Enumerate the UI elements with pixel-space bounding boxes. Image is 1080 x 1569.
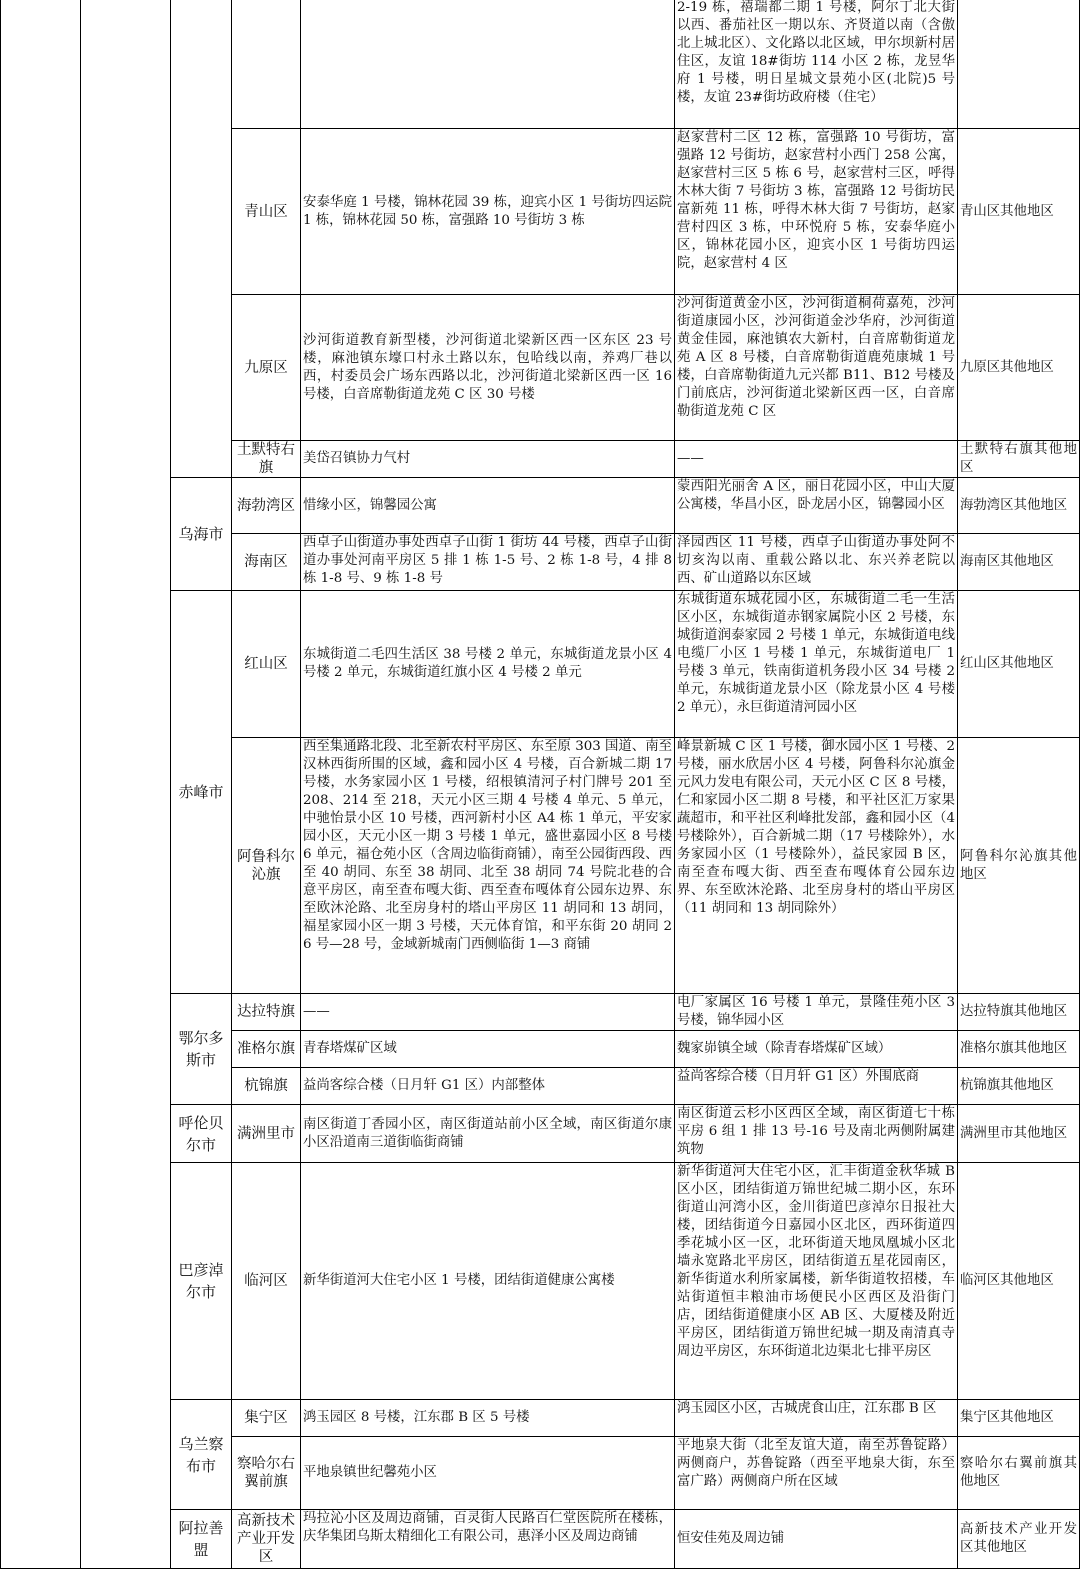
low-risk-cell	[957, 1030, 1080, 1068]
medium-risk-cell: 益尚客综合楼（日月轩 G1 区）外围底商	[674, 1067, 958, 1105]
low-risk-text: 临河区其他地区	[960, 1273, 1054, 1288]
low-risk-text: 察哈尔右翼前旗其他地区	[960, 1456, 1077, 1489]
medium-risk-cell: 泽园西区 11 号楼，西卓子山街道办事处阿不切亥沟以南、重载公路以北、东兴养老院以西、矿山道路以东区域	[674, 533, 958, 591]
city-cell: 阿拉善盟	[170, 1509, 232, 1569]
district-cell: 海南区	[231, 533, 301, 591]
low-risk-text: 土默特右旗其他地区	[960, 442, 1077, 475]
medium-risk-text: ——	[677, 451, 704, 466]
district-cell: 满洲里市	[231, 1104, 301, 1163]
district-cell: 集宁区	[231, 1399, 301, 1437]
medium-risk-text: 魏家峁镇全域（除青春塔煤矿区域）	[677, 1041, 892, 1056]
blank-column-province	[80, 0, 171, 1569]
high-risk-text: ——	[303, 1004, 330, 1019]
low-risk-cell	[957, 1436, 1080, 1510]
medium-risk-cell: 平地泉大街（北至友谊大道，南至苏鲁锭路）两侧商户，苏鲁锭路（西至平地泉大街，东至富广路）两侧商户所在区域	[674, 1436, 958, 1510]
high-risk-cell	[300, 1399, 675, 1437]
low-risk-text: 红山区其他地区	[960, 656, 1054, 671]
high-risk-cell: 西卓子山街道办事处西卓子山街 1 街坊 44 号楼，西卓子山街道办事处河南平房区 5 排 1 栋 1-5 号、2 栋 1-8 号，4 排 8 栋 1-8 号、9 栋 1-8 号	[300, 533, 675, 591]
high-risk-cell	[300, 1030, 675, 1068]
high-risk-text: 美岱召镇协力气村	[303, 451, 411, 466]
medium-risk-cell: 南区街道云杉小区西区全域，南区街道七十栋平房 6 组 1 排 13 号-16 号及南北两侧附属建筑物	[674, 1104, 958, 1163]
medium-risk-cell: 电厂家属区 16 号楼 1 单元，景隆佳苑小区 3 号楼，锦华园小区	[674, 993, 958, 1031]
high-risk-cell	[300, 1104, 675, 1163]
city-cell: 鄂尔多斯市	[170, 993, 232, 1105]
low-risk-cell	[957, 1104, 1080, 1163]
medium-risk-cell	[674, 1030, 958, 1068]
district-cell: 达拉特旗	[231, 993, 301, 1031]
low-risk-text: 海勃湾区其他地区	[960, 497, 1068, 513]
high-risk-text: 鸿玉园区 8 号楼，江东郡 B 区 5 号楼	[303, 1410, 530, 1425]
district-cell: 杭锦旗	[231, 1067, 301, 1105]
high-risk-cell	[300, 590, 675, 738]
low-risk-text: 达拉特旗其他地区	[960, 1004, 1068, 1019]
high-risk-cell	[300, 294, 675, 441]
city-cell: 呼伦贝尔市	[170, 1104, 232, 1163]
high-risk-text: 平地泉镇世纪馨苑小区	[303, 1465, 437, 1480]
low-risk-cell	[957, 590, 1080, 738]
low-risk-text: 杭锦旗其他地区	[960, 1078, 1054, 1093]
medium-risk-cell: 鸿玉园区小区，古城虎食山庄，江东郡 B 区	[674, 1399, 958, 1437]
low-risk-cell	[957, 128, 1080, 295]
high-risk-text: 青春塔煤矿区域	[303, 1041, 397, 1056]
city-cell-baotou	[170, 0, 232, 478]
blank-column-index	[0, 0, 81, 1569]
high-risk-cell	[300, 1436, 675, 1510]
district-cell	[231, 0, 301, 129]
district-cell: 高新技术产业开发区	[231, 1509, 301, 1569]
medium-risk-cell: 峰景新城 C 区 1 号楼，御水园小区 1 号楼、2 号楼，丽水欣居小区 4 号楼，阿鲁科尔沁旗金元风力发电有限公司，天元小区 C 区 8 号楼，仁和家园小区二期 8 号楼，和平社区汇万家果蔬超市，和平社区利峰批发部，鑫和园小区（4 号楼除外），百合新城二期（17 号楼除外），水务家园小区（1 号楼除外），益民家园 B 区，南至查布嘎大街、西至查布嘎体育公园东边界、东至欧沐沦路、北至房身村的塔山平房区（11 胡同和 13 胡同除外）	[674, 737, 958, 994]
low-risk-cell	[957, 1509, 1080, 1569]
medium-risk-cell: 沙河街道黄金小区，沙河街道桐荷嘉苑，沙河街道康园小区，沙河街道金沙华府，沙河街道黄金佳园，麻池镇农大新村，白音席勒街道龙苑 A 区 8 号楼，白音席勒街道鹿苑康城 1 号楼，白音席勒街道九元兴都 B11、B12 号楼及门前底店，沙河街道北梁新区西一区，白音席勒街道龙苑 C 区	[674, 294, 958, 441]
city-cell: 乌海市	[170, 477, 232, 591]
district-cell: 阿鲁科尔沁旗	[231, 737, 301, 994]
district-cell: 察哈尔右翼前旗	[231, 1436, 301, 1510]
medium-risk-cell: 新华街道河大住宅小区，汇丰街道金秋华城 B 区小区，团结街道万锦世纪城二期小区，东环街道山河湾小区，金川街道巴彦淖尔日报社大楼，团结街道今日嘉园小区北区，西环街道四季花城小区一区，北环街道天地凤凰城小区北墙永宽路北平房区，团结街道五星花园南区，新华街道水利所家属楼，新华街道牧招楼，车站街道恒丰粮油市场便民小区西区及沿街门店，团结街道健康小区 AB 区、大厦楼及附近平房区，团结街道万锦世纪城一期及南清真寺周边平房区，东环街道北边渠北七排平房区	[674, 1162, 958, 1400]
high-risk-text: 惜缘小区，锦馨园公寓	[303, 497, 437, 513]
low-risk-cell	[957, 1067, 1080, 1105]
high-risk-text: 南区街道丁香园小区，南区街道站前小区全域，南区街道尔康小区沿道南三道街临街商铺	[303, 1116, 672, 1150]
high-risk-cell: 西至集通路北段、北至新农村平房区、东至原 303 国道、南至汉林西街所围的区域，鑫和园小区 4 号楼，百合新城二期 17 号楼，水务家园小区 1 号楼，绍根镇清河子村门牌号 201 至 208、214 至 218，天元小区三期 4 号楼 4 单元、5 单元，中驰怡景小区 10 号楼，西河新村小区 A4 栋 1 单元，平安家园小区，天元小区一期 3 号楼 1 单元，盛世嘉园小区 8 号楼 6 单元，福仓苑小区（含周边临街商铺），南至公园街西段、西至 40 胡同、东至 38 胡同、北至 38 胡同 74 号院北巷的合意平房区，南至查布嘎大街、西至查布嘎体育公园东边界、东至欧沐沦路、北至房身村的塔山平房区 11 胡同和 13 胡同，福星家园小区一期 3 号楼，天元体育馆，和平东街 20 胡同 26 号—28 号，金域新城南门西侧临街 1—3 商铺	[300, 737, 675, 994]
high-risk-text: 沙河街道教育新型楼，沙河街道北梁新区西一区东区 23 号楼，麻池镇东壕口村永土路以东，包哈线以南，养鸡厂巷以西，村委员会广场东西路以北，沙河街道北梁新区西一区 16 号楼，白音席勒街道龙苑 C 区 30 号楼	[303, 332, 672, 402]
high-risk-cell	[300, 440, 675, 478]
medium-risk-cell: 赵家营村二区 12 栋，富强路 10 号街坊，富强路 12 号街坊，赵家营村小西门 258 公寓，赵家营村三区 5 栋 6 号，赵家营村三区，呼得木林大街 7 号街坊 3 栋，富强路 12 号街坊民富新苑 11 栋，呼得木林大街 7 号街坊，赵家营村四区 3 栋，中环悦府 5 栋，安泰华庭小区，锦林花园小区，迎宾小区 1 号街坊四运院，赵家营村 4 区	[674, 128, 958, 295]
low-risk-cell	[957, 294, 1080, 441]
city-cell: 巴彦淖尔市	[170, 1162, 232, 1400]
low-risk-text: 满洲里市其他地区	[960, 1125, 1068, 1141]
high-risk-text: 东城街道二毛四生活区 38 号楼 2 单元，东城街道龙景小区 4 号楼 2 单元，东城街道红旗小区 4 号楼 2 单元	[303, 647, 672, 680]
low-risk-cell	[957, 533, 1080, 591]
city-cell: 赤峰市	[170, 590, 232, 994]
low-risk-text: 准格尔旗其他地区	[960, 1041, 1068, 1056]
low-risk-text: 海南区其他地区	[960, 554, 1054, 569]
district-cell: 九原区	[231, 294, 301, 441]
high-risk-cell	[300, 1162, 675, 1400]
low-risk-cell	[957, 1399, 1080, 1437]
medium-risk-cell	[674, 440, 958, 478]
high-risk-cell	[300, 1067, 675, 1105]
high-risk-cell: 玛拉沁小区及周边商铺，百灵街人民路百仁堂医院所在楼栋，庆华集团乌斯太精细化工有限公司，惠泽小区及周边商铺	[300, 1509, 675, 1569]
medium-risk-cell: 东城街道东城花园小区，东城街道二毛一生活区小区，东城街道赤钢家属院小区 2 号楼，东城街道润泰家园 2 号楼 1 单元，东城街道电线电缆厂小区 1 号楼 1 单元，东城街道电厂 1 号楼 3 单元，铁南街道机务段小区 34 号楼 2 单元，东城街道龙景小区（除龙景小区 4 号楼 2 单元），永巨街道清河园小区	[674, 590, 958, 738]
low-risk-cell	[957, 1162, 1080, 1400]
low-risk-text: 青山区其他地区	[960, 203, 1054, 219]
district-cell: 准格尔旗	[231, 1030, 301, 1068]
high-risk-text: 益尚客综合楼（日月轩 G1 区）内部整体	[303, 1078, 545, 1093]
high-risk-text: 新华街道河大住宅小区 1 号楼，团结街道健康公寓楼	[303, 1273, 615, 1288]
low-risk-text: 高新技术产业开发区其他地区	[960, 1522, 1077, 1555]
low-risk-cell	[957, 477, 1080, 534]
district-cell: 青山区	[231, 128, 301, 295]
medium-risk-cell	[674, 1509, 958, 1569]
district-cell: 临河区	[231, 1162, 301, 1400]
high-risk-cell	[300, 0, 675, 129]
low-risk-text: 九原区其他地区	[960, 359, 1054, 375]
medium-risk-cell: 蒙西阳光丽舍 A 区，丽日花园小区，中山大厦公寓楼，华昌小区，卧龙居小区，锦馨园小区	[674, 477, 958, 534]
district-cell: 海勃湾区	[231, 477, 301, 534]
low-risk-cell	[957, 993, 1080, 1031]
low-risk-text: 集宁区其他地区	[960, 1410, 1054, 1425]
high-risk-cell	[300, 128, 675, 295]
medium-risk-cell: 2-19 栋，禧瑞都二期 1 号楼，阿尔丁北大街以西、番茄社区一期以东、齐贤道以南（含傲北上城北区）、文化路以北区域，甲尔坝新村居住区，友谊 18#街坊 114 小区 2 栋，龙昱华府 1 号楼，明日星城文景苑小区(北院)5 号楼，友谊 23#街坊政府楼（住宅）	[674, 0, 958, 129]
high-risk-cell	[300, 993, 675, 1031]
low-risk-cell	[957, 737, 1080, 994]
low-risk-cell	[957, 440, 1080, 478]
high-risk-text: 安泰华庭 1 号楼，锦林花园 39 栋，迎宾小区 1 号街坊四运院 1 栋，锦林花园 50 栋，富强路 10 号街坊 3 栋	[303, 194, 672, 228]
district-cell: 红山区	[231, 590, 301, 738]
low-risk-text: 阿鲁科尔沁旗其他地区	[960, 848, 1077, 882]
city-cell: 乌兰察布市	[170, 1399, 232, 1510]
low-risk-cell	[957, 0, 1080, 129]
district-cell: 土默特右旗	[231, 440, 301, 478]
high-risk-cell	[300, 477, 675, 534]
medium-risk-text: 恒安佳苑及周边铺	[677, 1531, 785, 1546]
